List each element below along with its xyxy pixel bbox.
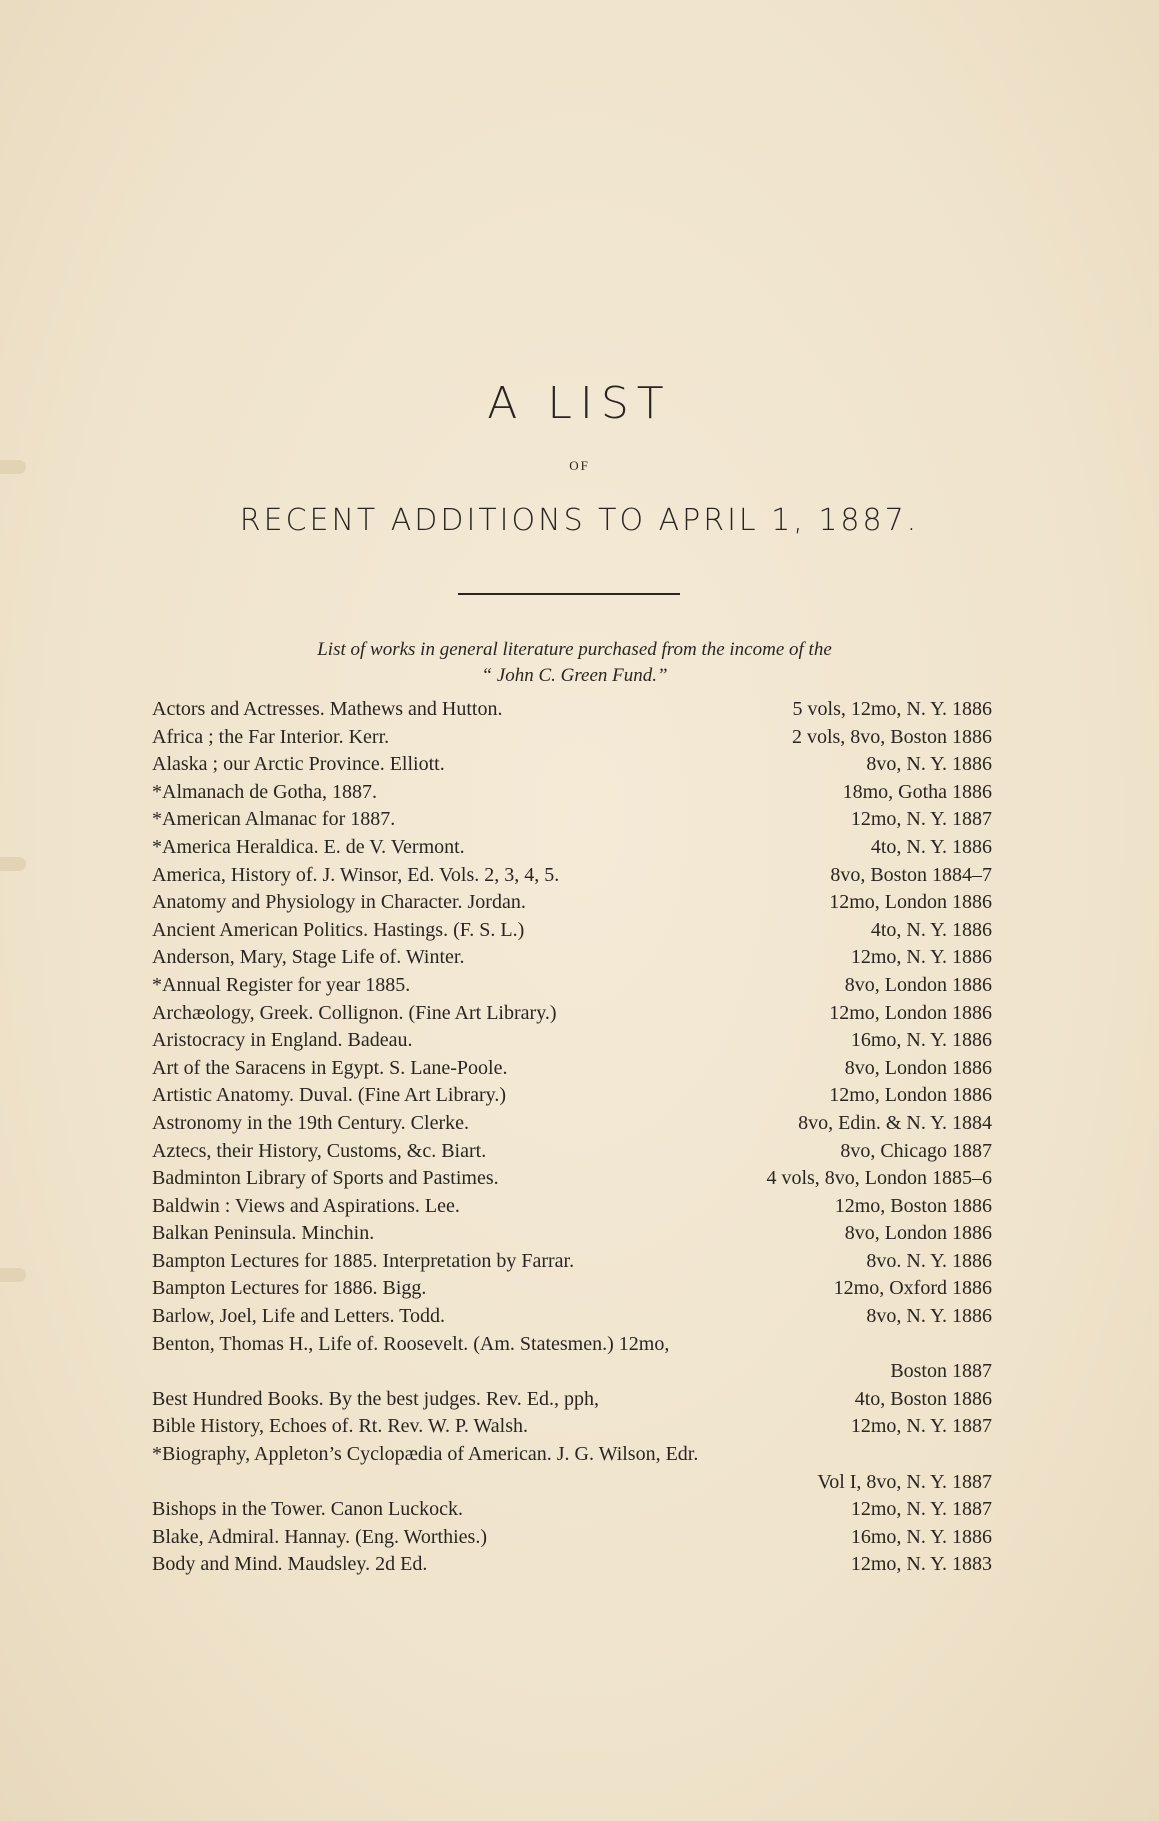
entry-details: 18mo, Gotha 1886: [842, 780, 992, 803]
entry-title: *America Heraldica. E. de V. Vermont.: [152, 835, 465, 858]
entry-title: Blake, Admiral. Hannay. (Eng. Worthies.): [152, 1525, 487, 1548]
list-item: [152, 696, 992, 724]
list-item: [152, 1275, 992, 1303]
entry-details: 12mo, Oxford 1886: [833, 1277, 992, 1300]
entry-details: 12mo, Boston 1886: [834, 1194, 992, 1217]
list-item: [152, 1193, 992, 1221]
list-item: [152, 1082, 992, 1110]
book-list: [152, 696, 992, 1579]
entry-details: 8vo, N. Y. 1886: [866, 1305, 992, 1328]
list-item: [152, 1469, 992, 1497]
list-item: [152, 1220, 992, 1248]
entry-title: Africa ; the Far Interior. Kerr.: [152, 725, 390, 748]
list-item: [152, 889, 992, 917]
intro-line: “ John C. Green Fund.”: [481, 665, 668, 686]
entry-title: *Almanach de Gotha, 1887.: [152, 780, 377, 803]
entry-title: Balkan Peninsula. Minchin.: [152, 1222, 375, 1245]
list-item: [152, 751, 992, 779]
list-item: [152, 1110, 992, 1138]
entry-details: 8vo, Boston 1884–7: [830, 863, 992, 886]
entry-details: 12mo, N. Y. 1886: [850, 946, 992, 969]
list-item: [152, 1331, 992, 1359]
entry-details: 8vo, London 1886: [844, 973, 992, 996]
entry-title: Anderson, Mary, Stage Life of. Winter.: [152, 946, 465, 969]
list-item: [152, 1303, 992, 1331]
entry-details: 8vo, London 1886: [844, 1222, 992, 1245]
entry-details: Vol I, 8vo, N. Y. 1887: [817, 1470, 992, 1493]
entry-title: Barlow, Joel, Life and Letters. Todd.: [152, 1305, 445, 1328]
entry-title: Archæology, Greek. Collignon. (Fine Art Library.): [152, 1001, 557, 1024]
entry-title: Ancient American Politics. Hastings. (F. S. L.): [152, 918, 525, 941]
entry-title: Body and Mind. Maudsley. 2d Ed.: [152, 1553, 428, 1576]
intro-line: List of works in general literature purchased from the income of the: [317, 639, 832, 660]
entry-title: *Biography, Appleton’s Cyclopædia of American. J. G. Wilson, Edr.: [152, 1443, 699, 1466]
entry-details: 5 vols, 12mo, N. Y. 1886: [792, 698, 992, 720]
entry-title: Bampton Lectures for 1886. Bigg.: [152, 1277, 427, 1300]
entry-details: 12mo, N. Y. 1887: [850, 808, 992, 831]
entry-details: 8vo. N. Y. 1886: [866, 1249, 992, 1272]
entry-details: 12mo, N. Y. 1887: [850, 1498, 992, 1521]
entry-details: 12mo, London 1886: [829, 1084, 992, 1107]
entry-title: Alaska ; our Arctic Province. Elliott.: [152, 753, 445, 776]
page-subtitle: RECENT ADDITIONS TO APRIL 1, 1887.: [239, 503, 920, 538]
entry-details: 16mo, N. Y. 1886: [850, 1525, 992, 1548]
list-item: [152, 917, 992, 945]
list-item: [152, 724, 992, 752]
entry-details: 12mo, London 1886: [829, 1001, 992, 1024]
entry-title: Aristocracy in England. Badeau.: [152, 1029, 413, 1052]
list-item: [152, 862, 992, 890]
list-item: [152, 1413, 992, 1441]
list-item: [152, 1248, 992, 1276]
entry-title: Bampton Lectures for 1885. Interpretation by Farrar.: [152, 1249, 575, 1272]
page-title: A LIST: [487, 378, 672, 429]
title-connector: OF: [569, 458, 590, 473]
entry-title: Astronomy in the 19th Century. Clerke.: [152, 1111, 469, 1134]
entry-details: 8vo, N. Y. 1886: [866, 753, 992, 776]
list-item: [152, 944, 992, 972]
entry-details: 2 vols, 8vo, Boston 1886: [791, 725, 992, 748]
entry-details: Boston 1887: [890, 1360, 992, 1383]
entry-details: 8vo, Edin. & N. Y. 1884: [798, 1111, 992, 1134]
entry-title: Bishops in the Tower. Canon Luckock.: [152, 1498, 463, 1521]
entry-details: 12mo, N. Y. 1887: [850, 1415, 992, 1438]
entry-details: 4to, N. Y. 1886: [870, 835, 992, 858]
page-edge-notch: [0, 857, 26, 871]
entry-details: 8vo, London 1886: [844, 1056, 992, 1079]
entry-details: 8vo, Chicago 1887: [840, 1139, 992, 1162]
entry-title: Actors and Actresses. Mathews and Hutton.: [152, 698, 503, 720]
entry-title: America, History of. J. Winsor, Ed. Vols. 2, 3, 4, 5.: [152, 863, 560, 886]
entry-title: *Annual Register for year 1885.: [152, 973, 411, 996]
entry-details: 4 vols, 8vo, London 1885–6: [766, 1167, 992, 1190]
entry-title: Badminton Library of Sports and Pastimes.: [152, 1167, 499, 1190]
entry-title: *American Almanac for 1887.: [152, 808, 396, 831]
list-item: [152, 834, 992, 862]
divider-rule: [458, 593, 680, 595]
list-item: [152, 1000, 992, 1028]
list-item: [152, 1358, 992, 1386]
list-item: [152, 1055, 992, 1083]
entry-details: 16mo, N. Y. 1886: [850, 1029, 992, 1052]
entry-title: Benton, Thomas H., Life of. Roosevelt. (Am. Statesmen.) 12mo,: [152, 1332, 670, 1355]
list-item: [152, 1027, 992, 1055]
entry-title: Art of the Saracens in Egypt. S. Lane-Poole.: [152, 1056, 508, 1079]
list-item: [152, 806, 992, 834]
intro-note: [152, 637, 997, 689]
list-item: [152, 1551, 992, 1579]
list-item: [152, 1165, 992, 1193]
list-item: [152, 1386, 992, 1414]
list-item: [152, 1138, 992, 1166]
list-item: [152, 1496, 992, 1524]
list-item: [152, 1441, 992, 1469]
entry-details: 4to, N. Y. 1886: [870, 918, 992, 941]
entry-title: Bible History, Echoes of. Rt. Rev. W. P. Walsh.: [152, 1415, 528, 1438]
entry-title: Baldwin : Views and Aspirations. Lee.: [152, 1194, 460, 1217]
page-edge-notch: [0, 1268, 26, 1282]
entry-title: Aztecs, their History, Customs, &c. Biart.: [152, 1139, 487, 1162]
list-item: [152, 779, 992, 807]
list-item: [152, 1524, 992, 1552]
entry-details: 12mo, N. Y. 1883: [850, 1553, 992, 1576]
list-item: [152, 972, 992, 1000]
entry-title: Anatomy and Physiology in Character. Jordan.: [152, 891, 526, 914]
entry-details: 4to, Boston 1886: [854, 1387, 992, 1410]
entry-title: Best Hundred Books. By the best judges. Rev. Ed., pph,: [152, 1387, 600, 1410]
entry-title: Artistic Anatomy. Duval. (Fine Art Library.): [152, 1084, 507, 1107]
entry-details: 12mo, London 1886: [829, 891, 992, 914]
